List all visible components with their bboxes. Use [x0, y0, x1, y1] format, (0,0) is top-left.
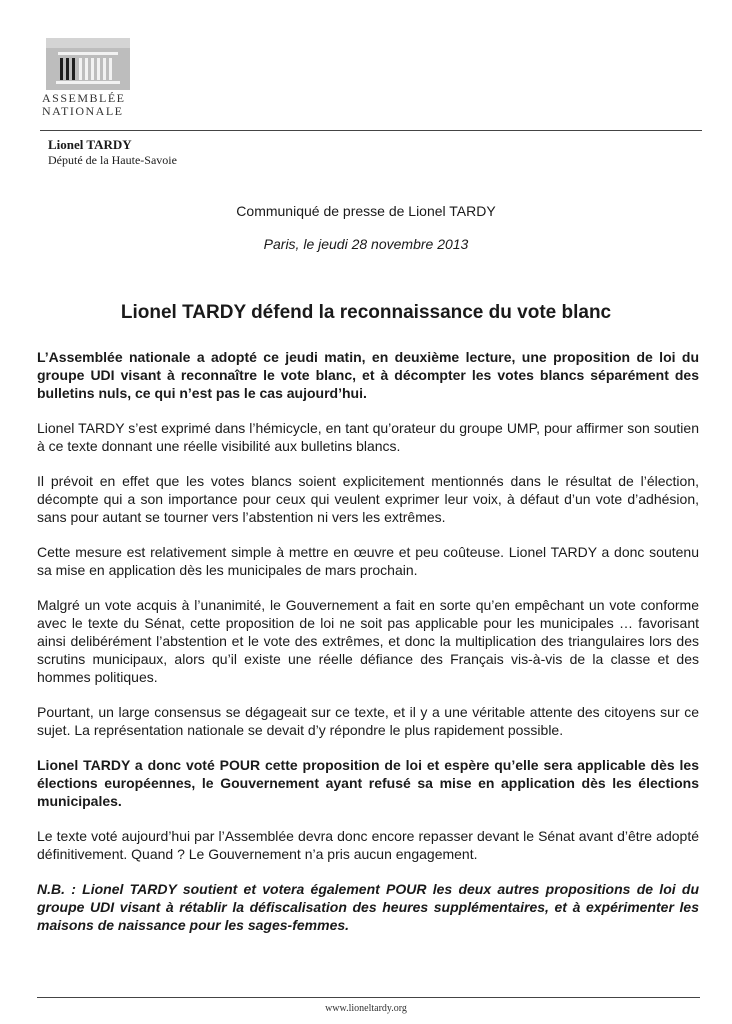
footer-url: www.lioneltardy.org [325, 1003, 407, 1014]
press-release-date: Paris, le jeudi 28 novembre 2013 [263, 236, 469, 252]
logo-text-line1: ASSEMBLÉE [42, 91, 126, 105]
header-divider [40, 130, 702, 131]
deputy-name: Lionel TARDY [48, 137, 132, 152]
paragraph: Il prévoit en effet que les votes blancs soient explicitement mentionnés dans le résultat de l’élection, décompte qui a son importance pour ceux qui veulent exprimer leur voix, à défaut d’un vote d’adhésion, sans pour autant se tourner vers l’abstention ni vers les extrêmes. [37, 473, 699, 525]
paragraph: Lionel TARDY s’est exprimé dans l’hémicycle, en tant qu’orateur du groupe UMP, pour affirmer son soutien à ce texte donnant une réelle visibilité aux bulletins blancs. [37, 420, 699, 454]
footer-divider [37, 997, 700, 998]
paragraph-vote-statement: Lionel TARDY a donc voté POUR cette proposition de loi et espère qu’elle sera applicable dès les élections européennes, le Gouvernement ayant refusé sa mise en application dès les élections municipales. [37, 757, 699, 809]
deputy-role: Député de la Haute-Savoie [48, 153, 177, 167]
press-release-title: Communiqué de presse de Lionel TARDY [236, 203, 496, 219]
paragraph: Le texte voté aujourd’hui par l’Assemblée devra donc encore repasser devant le Sénat avant d’être adopté définitivement. Quand ? Le Gouvernement n’a pris aucun engagement. [37, 828, 699, 862]
paragraph: Cette mesure est relativement simple à mettre en œuvre et peu coûteuse. Lionel TARDY a donc soutenu sa mise en application dès les municipales de mars prochain. [37, 544, 699, 578]
paragraph-nota-bene: N.B. : Lionel TARDY soutient et votera également POUR les deux autres propositions de loi du groupe UDI visant à rétablir la défiscalisation des heures supplémentaires, et à expérimenter les maisons de naissance pour les sages-femmes. [37, 881, 699, 933]
paragraph: Malgré un vote acquis à l’unanimité, le Gouvernement a fait en sorte qu’en empêchant un vote conforme avec le texte du Sénat, cette proposition de loi ne soit pas applicable pour les municipales … favorisant ainsi delibérément l’abstention et le vote des extrêmes, et donc la multiplication des triangulaires lors des scrutins municipaux, alors qu’il existe une réelle défiance des Français vis-à-vis de la classe et des hommes politiques. [37, 597, 699, 685]
paragraph: Pourtant, un large consensus se dégageait sur ce texte, et il y a une véritable attente des citoyens sur ce sujet. La représentation nationale se devait d’y répondre le plus rapidement possible. [37, 704, 699, 738]
parliament-building-icon [46, 38, 130, 90]
press-release-body [37, 348, 699, 951]
headline: Lionel TARDY défend la reconnaissance du vote blanc [120, 302, 612, 323]
logo-text-line2: NATIONALE [42, 104, 124, 118]
paragraph-intro: L’Assemblée nationale a adopté ce jeudi matin, en deuxième lecture, une proposition de loi du groupe UDI visant à reconnaître le vote blanc, et à décompter les votes blancs séparément des bulletins nuls, ce qui n’est pas le cas aujourd’hui. [37, 349, 699, 401]
